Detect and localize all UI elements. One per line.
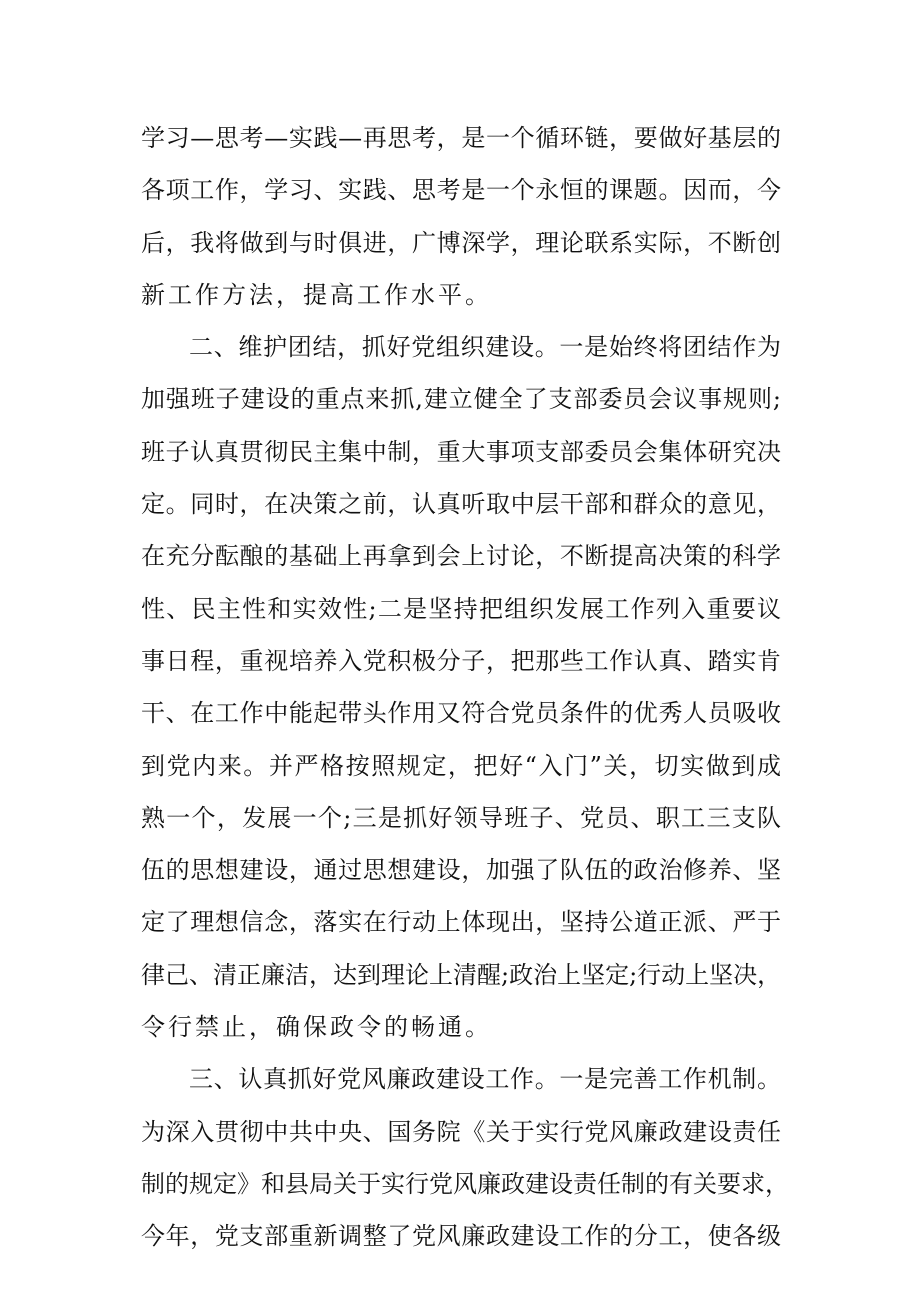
paragraph-1-line-2: 各项工作，学习、实践、思考是一个永恒的课题。因而，今 xyxy=(141,176,781,205)
paragraph-2-line-10: 熟一个，发展一个;三是抓好领导班子、党员、职工三支队 xyxy=(141,803,781,832)
paragraph-3-line-2: 为深入贯彻中共中央、国务院《关于实行党风廉政建设责任 xyxy=(141,1117,781,1146)
paragraph-2-line-5: 在充分酝酿的基础上再拿到会上讨论，不断提高决策的科学 xyxy=(141,542,781,571)
paragraph-2-line-9: 到党内来。并严格按照规定，把好“入门”关，切实做到成 xyxy=(141,751,781,780)
paragraph-2-line-8: 干、在工作中能起带头作用又符合党员条件的优秀人员吸收 xyxy=(141,699,781,728)
paragraph-1-line-3: 后，我将做到与时俱进，广博深学，理论联系实际，不断创 xyxy=(141,228,781,257)
paragraph-2-line-13: 律己、清正廉洁，达到理论上清醒;政治上坚定;行动上坚决， xyxy=(141,960,782,989)
paragraph-3-line-3: 制的规定》和县局关于实行党风廉政建设责任制的有关要求， xyxy=(141,1169,789,1198)
paragraph-1-line-4: 新工作方法，提高工作水平。 xyxy=(141,280,492,309)
paragraph-3-line-4: 今年，党支部重新调整了党风廉政建设工作的分工，使各级 xyxy=(141,1222,781,1251)
paragraph-2-line-2: 加强班子建设的重点来抓,建立健全了支部委员会议事规则; xyxy=(141,385,781,414)
paragraph-2-line-4: 定。同时，在决策之前，认真听取中层干部和群众的意见， xyxy=(141,490,781,519)
paragraph-2-line-14: 令行禁止，确保政令的畅通。 xyxy=(141,1013,492,1042)
paragraph-2-line-11: 伍的思想建设，通过思想建设，加强了队伍的政治修养、坚 xyxy=(141,856,781,885)
paragraph-3-line-1: 三、认真抓好党风廉政建设工作。一是完善工作机制。 xyxy=(189,1065,781,1094)
paragraph-2-line-7: 事日程，重视培养入党积极分子，把那些工作认真、踏实肯 xyxy=(141,646,781,675)
paragraph-1-line-1: 学习—思考—实践—再思考，是一个循环链，要做好基层的 xyxy=(141,124,781,152)
paragraph-2-line-3: 班子认真贯彻民主集中制，重大事项支部委员会集体研究决 xyxy=(141,437,781,466)
paragraph-2-line-12: 定了理想信念，落实在行动上体现出，坚持公道正派、严于 xyxy=(141,908,781,937)
paragraph-2-line-1: 二、维护团结，抓好党组织建设。一是始终将团结作为 xyxy=(189,333,781,362)
paragraph-2-line-6: 性、民主性和实效性;二是坚持把组织发展工作列入重要议 xyxy=(141,594,781,623)
document-body xyxy=(141,112,789,1263)
